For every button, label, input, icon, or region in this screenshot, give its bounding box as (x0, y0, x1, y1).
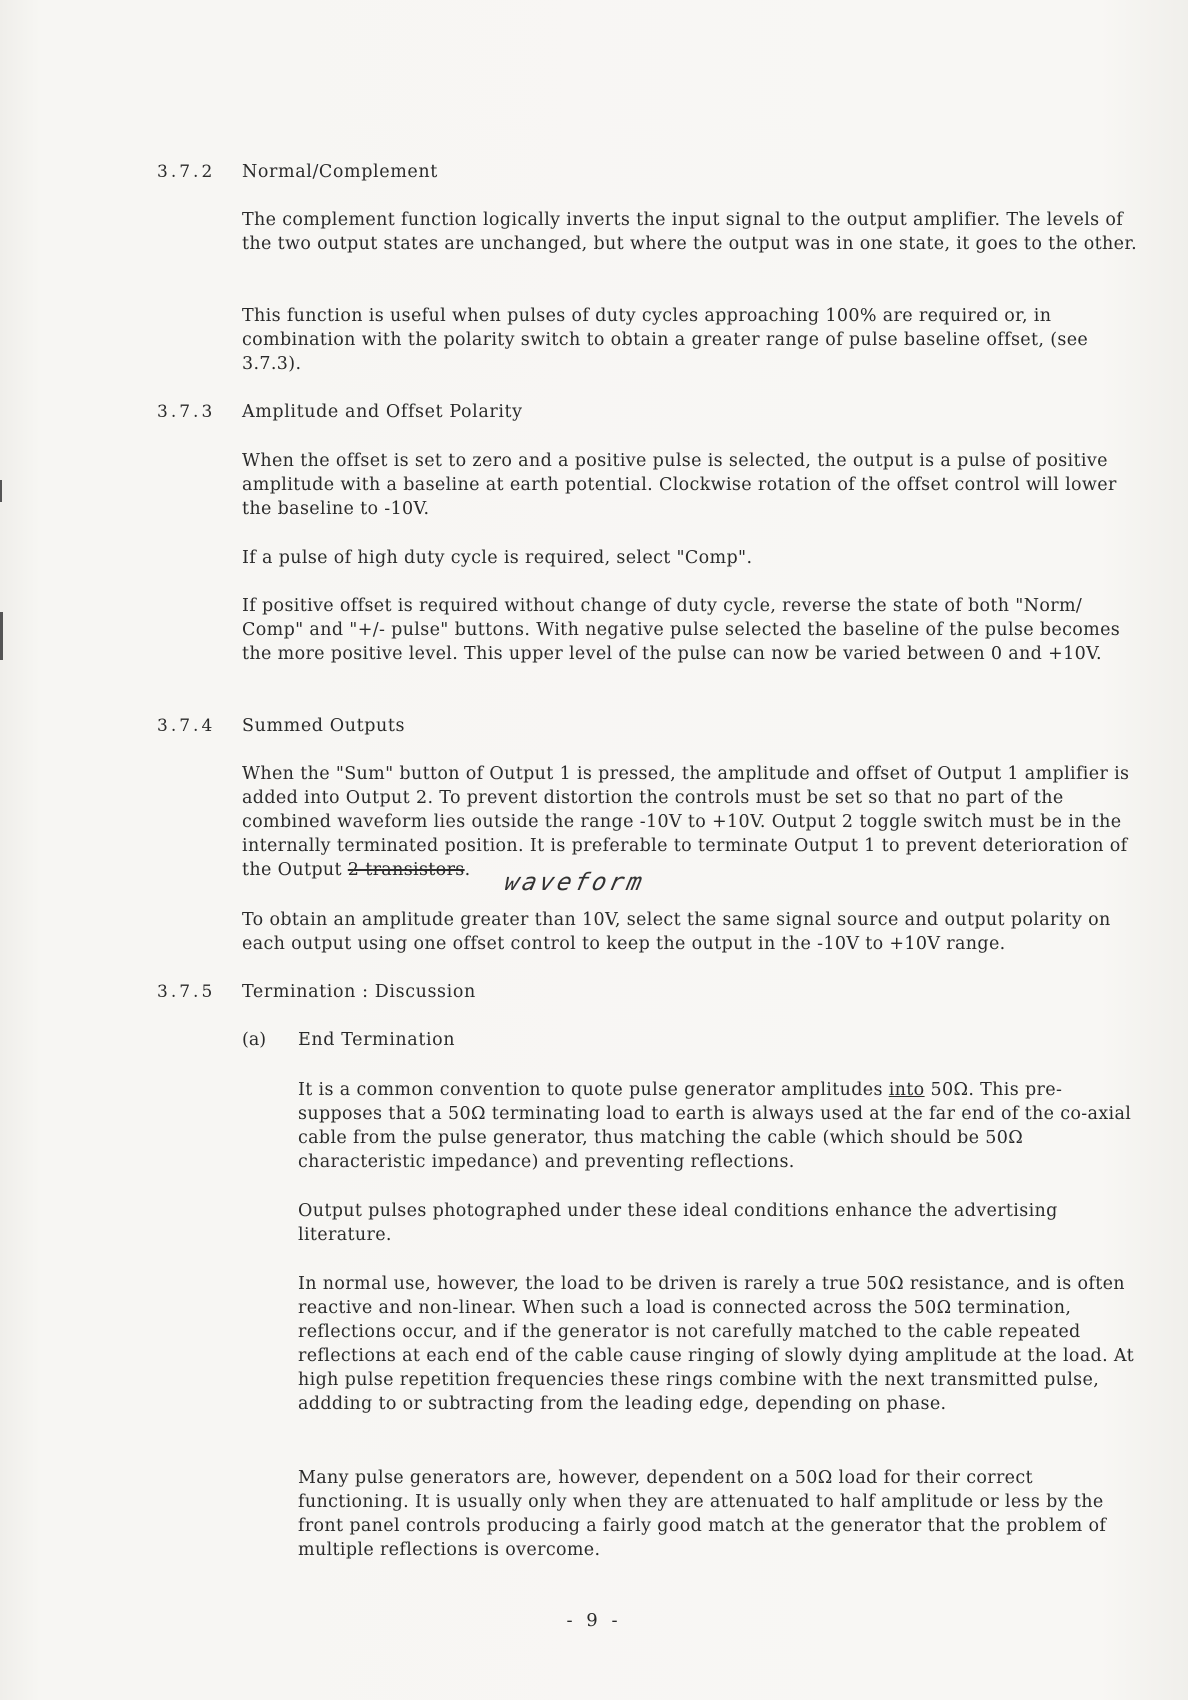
paragraph: Output pulses photographed under these ideal conditions enhance the advertising literature. (298, 1201, 1058, 1245)
section-number: 3.7.3 (157, 402, 216, 422)
page-number: - 9 - (566, 1610, 622, 1631)
subsection-label: (a) (242, 1030, 267, 1050)
paragraph-text-end: 50Ω. This pre-supposes that a 50Ω terminating load to earth is always used at the far end of the co-axial cable from the pulse generator, thus matching the cable (which should be 50Ω characteristic impedance) and preventing reflections. (298, 1080, 1132, 1172)
paragraph: This function is useful when pulses of duty cycles approaching 100% are required or, in combination with the polarity switch to obtain a greater range of pulse baseline offset, (see 3.7.3). (242, 306, 1089, 374)
section-heading: Summed Outputs (242, 716, 406, 736)
paragraph (298, 1078, 1144, 1174)
scan-edge-mark (0, 480, 2, 502)
paragraph: To obtain an amplitude greater than 10V, select the same signal source and output polarity on each output using one offset control to keep the output in the -10V to +10V range. (242, 910, 1111, 954)
paragraph: If a pulse of high duty cycle is required, select "Comp". (242, 548, 753, 568)
paragraph-text-end: . (464, 860, 471, 880)
paragraph: When the offset is set to zero and a positive pulse is selected, the output is a pulse of positive amplitude with a baseline at earth potential. Clockwise rotation of the offset control will lower the baseline to -10V. (242, 451, 1117, 519)
section-heading: Termination : Discussion (242, 982, 476, 1002)
section-number: 3.7.4 (157, 716, 216, 736)
paragraph-text: When the "Sum" button of Output 1 is pressed, the amplitude and offset of Output 1 amplifier is added into Output 2. To prevent distortion the controls must be set so that no part of the combined waveform lies outside the range -10V to +10V. Output 2 toggle switch must be in the internally terminated position. It is preferable to terminate Output 1 to prevent deterioration of the Output (242, 764, 1130, 880)
handwritten-correction: waveform (502, 868, 648, 896)
paragraph: Many pulse generators are, however, dependent on a 50Ω load for their correct functioning. It is usually only when they are attenuated to half amplitude or less by the front panel controls producing a fairly good match at the generator that the problem of multiple reflections is overcome. (298, 1468, 1107, 1560)
paragraph: The complement function logically inverts the input signal to the output amplifier. The levels of the two output states are unchanged, but where the output was in one state, it goes to the other. (242, 210, 1138, 254)
scan-edge-mark (0, 612, 3, 660)
paragraph: If positive offset is required without change of duty cycle, reverse the state of both "Norm/ Comp" and "+/- pulse" buttons. With negative pulse selected the baseline of the pulse becomes the more positive level. This upper level of the pulse can now be varied between 0 and +10V. (242, 596, 1121, 664)
paragraph: In normal use, however, the load to be driven is rarely a true 50Ω resistance, and is often reactive and non-linear. When such a load is connected across the 50Ω termination, reflections occur, and if the generator is not carefully matched to the cable repeated reflections at each end of the cable cause ringing of slowly dying amplitude at the load. At high pulse repetition frequencies these rings combine with the next transmitted pulse, addding to or subtracting from the leading edge, depending on phase. (298, 1274, 1134, 1414)
struck-text: 2 transistors (347, 860, 465, 880)
paragraph (242, 762, 1142, 882)
subsection-heading: End Termination (298, 1030, 456, 1050)
paragraph-text: It is a common convention to quote pulse generator amplitudes (298, 1080, 889, 1100)
underlined-text: into (888, 1080, 925, 1100)
section-number: 3.7.5 (157, 982, 216, 1002)
section-heading: Normal/Complement (242, 162, 438, 182)
section-number: 3.7.2 (157, 162, 216, 182)
section-heading: Amplitude and Offset Polarity (242, 402, 523, 422)
